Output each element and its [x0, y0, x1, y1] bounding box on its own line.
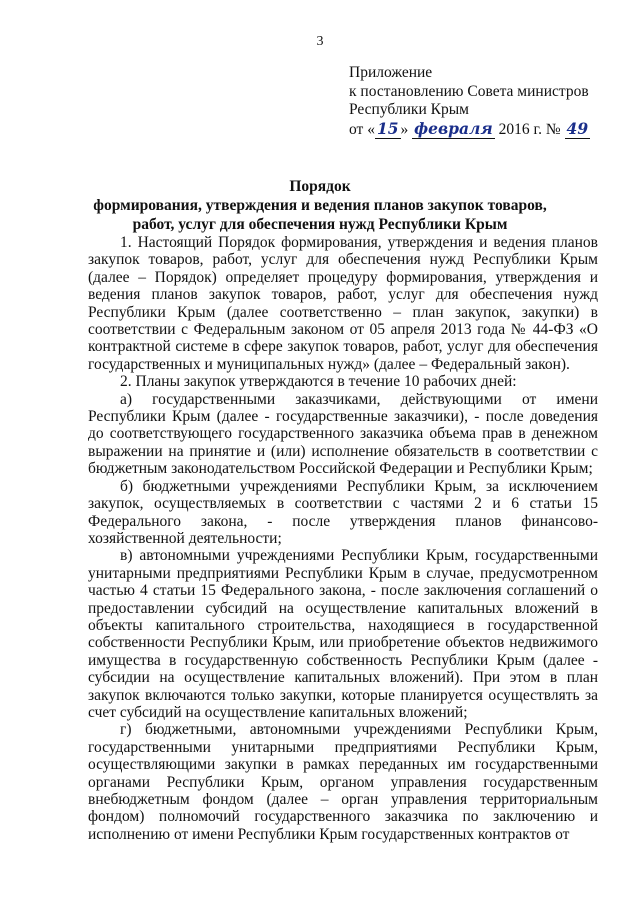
paragraph-2g: г) бюджетными, автономными учреждениями Республики Крым, государственными унитарными предприятиями Республики Крым, осуществляющими закупки в рамках переданных им государственными органами Республики Крым, органом управления государственным внебюджетным фондом (далее – орган управления территориальным фондом) полномочий государственного заказчика по заключению и исполнению от имени Республики Крым государственных контрактов от [88, 721, 598, 843]
date-month-handwritten: февраля [414, 118, 493, 138]
appendix-resolution: к постановлению Совета министров [349, 82, 589, 100]
title-line-2: формирования, утверждения и ведения планов закупок товаров, [93, 197, 547, 214]
paragraph-2: 2. Планы закупок утверждаются в течение 10 рабочих дней: [120, 373, 517, 391]
paragraph-2b: б) бюджетными учреждениями Республики Крым, за исключением закупок, осуществляемых в соответствии с частями 2 и 6 статьи 15 Федерального закона, - после утверждения планов финансово-хозяйственной деятельности; [88, 477, 598, 547]
paragraph-2a: а) государственными заказчиками, действующими от имени Республики Крым (далее - государственные заказчики), - после доведения до соответствующего государственного заказчика объема прав в денежном выражении на принятие и (или) исполнение обязательств в соответствии с бюджетным законодательством Российской Федерации и Республики Крым; [88, 390, 598, 478]
title-line-1: Порядок [289, 178, 351, 195]
paragraph-1: 1. Настоящий Порядок формирования, утверждения и ведения планов закупок товаров, работ, услуг для обеспечения нужд Республики Крым (далее – Порядок) определяет процедуру формирования, утверждения и ведения планов закупок товаров, работ, услуг для обеспечения нужд Республики Крым (далее соответственно – план закупок, закупки) в соответствии с Федеральным законом от 05 апреля 2013 года № 44-ФЗ «О контрактной системе в сфере закупок товаров, работ, услуг для обеспечения государственных и муниципальных нужд» (далее – Федеральный закон). [88, 234, 598, 373]
date-mid: » [400, 120, 409, 138]
appendix-date-line [349, 120, 590, 140]
document-body [88, 234, 598, 843]
resolution-number-handwritten: 49 [566, 118, 589, 138]
document-title [0, 177, 640, 234]
title-line-3: работ, услуг для обеспечения нужд Республики Крым [132, 216, 508, 233]
page-number: 3 [316, 34, 324, 49]
paragraph-2v: в) автономными учреждениями Республики Крым, государственными унитарными предприятиями Республики Крым в случае, предусмотренном частью 4 статьи 15 Федерального закона, - после заключения соглашений о предоставлении субсидий на осуществление капитальных вложений в объекты капитального строительства, находящиеся в государственной собственности Республики Крым, или приобретение объектов недвижимого имущества в государственную собственность Республики Крым (далее - субсидии на осуществление капитальных вложений). При этом в план закупок включаются только закупки, которые планируется осуществлять за счет субсидий на осуществление капитальных вложений; [88, 547, 598, 721]
appendix-block [349, 64, 590, 139]
date-year: 2016 г. № [498, 120, 561, 138]
date-day-handwritten: 15 [376, 118, 399, 138]
appendix-label: Приложение [349, 64, 433, 81]
date-prefix: от « [349, 120, 375, 138]
appendix-republic: Республики Крым [349, 101, 469, 118]
